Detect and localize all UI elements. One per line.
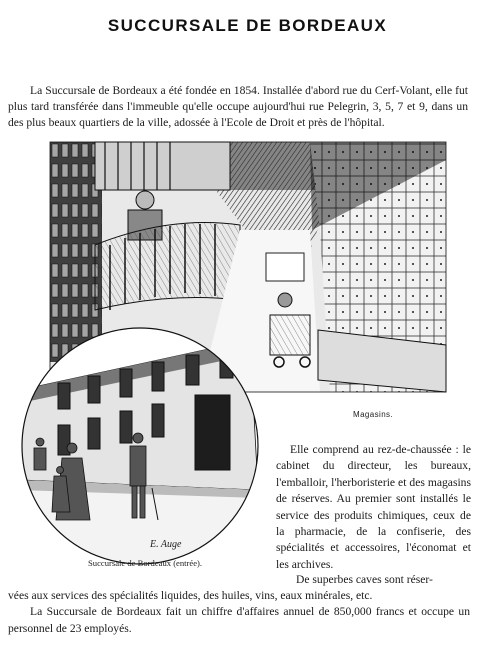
cellars-line-start: De superbes caves sont réser- <box>296 573 433 586</box>
intro-paragraph: La Succursale de Bordeaux a été fondée en 1854. Installée d'abord rue du Cerf-Volant, elle fut plus tard transférée dans l'immeuble qu'elle occupe aujourd'hui rue Pelegrin, 3, 5, 7 et 9, dans un des plus beaux quartiers de la ville, adossée à l'Ecole de Droit et près de l'hôpital. <box>8 83 468 130</box>
cellars-line-end: vées aux services des spécialités liquides, des huiles, vins, eaux minérales, etc. <box>8 589 373 603</box>
turnover-paragraph: La Succursale de Bordeaux fait un chiffre d'affaires annuel de 850,000 francs et occupe un personnel de 23 employés. <box>8 605 470 635</box>
right-column-paragraph: Elle comprend au rez-de-chaussée : le cabinet du directeur, les bureaux, l'emballoir, l'herboristerie et des magasins de réserves. Au premier sont installés le service des produits chimiques, ceux de la pharmacie, de la confiserie, des spécialités et accessoires, l'économat et les archives. <box>276 443 471 571</box>
page-title: SUCCURSALE DE BORDEAUX <box>107 16 388 35</box>
bottom-text <box>8 572 470 637</box>
artist-signature: E. Auge <box>150 539 182 550</box>
storeroom-caption: Magasins. <box>353 410 394 419</box>
entrance-caption: Succursale de Bordeaux (entrée). <box>88 558 203 568</box>
